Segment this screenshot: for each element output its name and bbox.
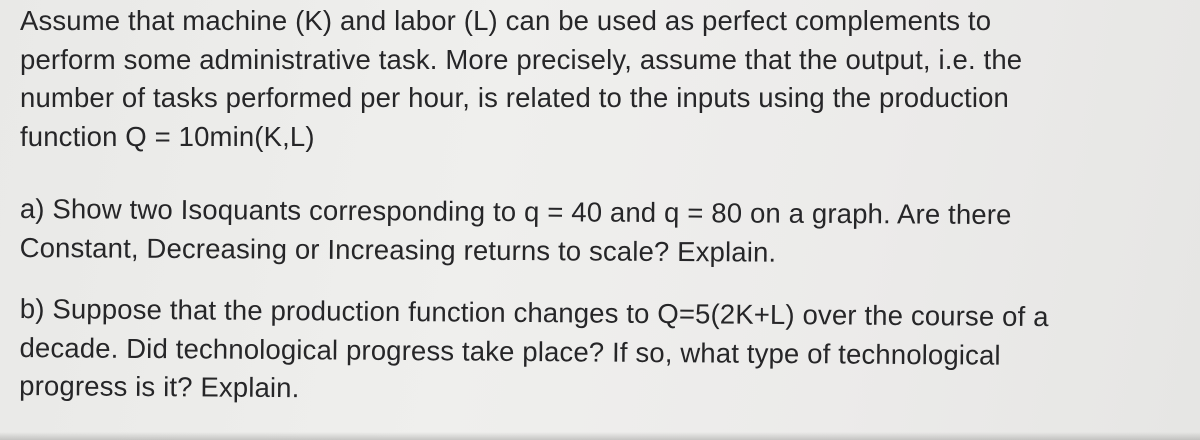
part-b-paragraph [19, 290, 1049, 414]
intro-line-3: number of tasks performed per hour, is related to the inputs using the production [20, 82, 1009, 113]
part-a-line-2: Constant, Decreasing or Increasing returns to scale? Explain. [19, 231, 777, 268]
intro-line-2: perform some administrative task. More precisely, assume that the output, i.e. the [20, 43, 1023, 75]
part-b-line-2: decade. Did technological progress take place? If so, what type of technological [19, 331, 1001, 371]
part-a-line-1: a) Show two Isoquants corresponding to q = 40 and q = 80 on a graph. Are there [19, 192, 1012, 231]
part-a-paragraph [20, 190, 1012, 273]
intro-paragraph [20, 2, 1022, 156]
part-b-line-1: b) Suppose that the production function changes to Q=5(2K+L) over the course of a [19, 292, 1049, 333]
intro-line-1: Assume that machine (K) and labor (L) can be used as perfect complements to [20, 5, 992, 36]
part-b-line-3: progress is it? Explain. [19, 369, 300, 404]
intro-line-4: function Q = 10min(K,L) [20, 120, 315, 152]
page-bottom-edge [0, 432, 1200, 440]
